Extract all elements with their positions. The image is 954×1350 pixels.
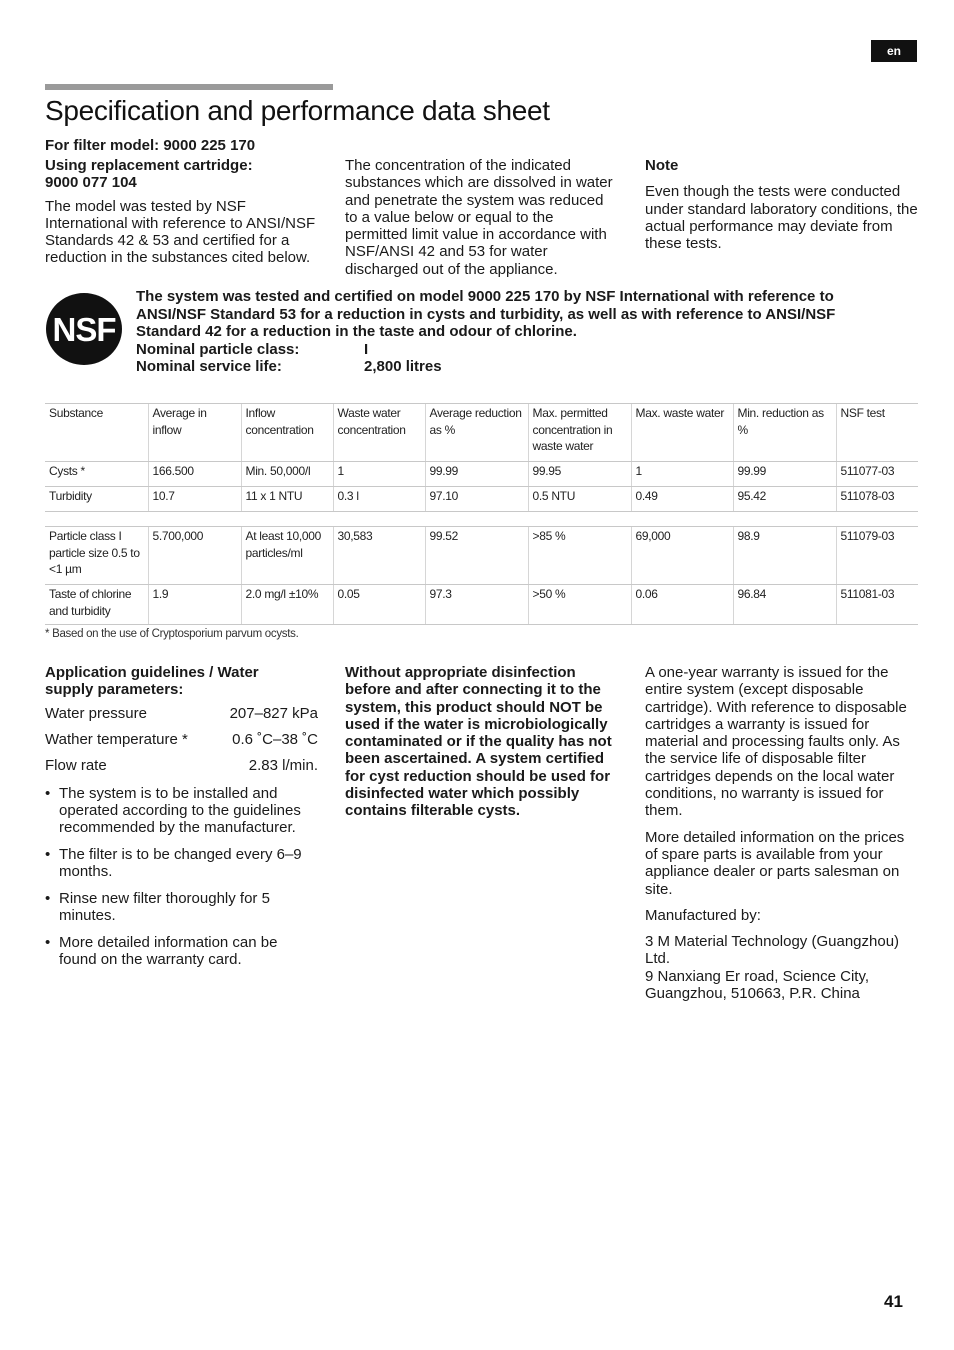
table-footnote: * Based on the use of Cryptosporium parvum ocysts. [45, 628, 299, 640]
header-cell: NSF test [836, 404, 918, 462]
table-cell: 96.84 [733, 585, 836, 625]
table-cell: 11 x 1 NTU [241, 487, 333, 512]
certification-block [136, 288, 896, 376]
warranty-block [645, 664, 920, 1002]
table-header-row [45, 404, 918, 462]
note-text: Even though the tests were conducted under standard laboratory conditions, the actual performance may deviate from these tests. [645, 183, 918, 253]
page-title: Specification and performance data sheet [45, 95, 550, 126]
param-row-water-pressure [45, 705, 318, 731]
table-row [45, 462, 918, 487]
table-cell: 98.9 [733, 527, 836, 585]
certification-text: The system was tested and certified on model 9000 225 170 by NSF International with reference to ANSI/NSF Standard 53 for a reduction in cysts and turbidity, as well as with reference to ANSI/NSF Standard 42 for a reduction in the taste and odour of chlorine. [136, 288, 836, 340]
table-row [45, 585, 918, 625]
param-label: Flow rate [45, 756, 107, 774]
table-cell: 99.95 [528, 462, 631, 487]
list-item: • The filter is to be changed every 6–9 months. [45, 846, 313, 881]
header-cell: Max. permitted concentration in waste water [528, 404, 631, 462]
table-cell: 1 [333, 462, 425, 487]
disinfection-warning: Without appropriate disinfection before and after connecting it to the system, this product should NOT be used if the water is microbiologically contaminated or if the quality has not been ascertained. A system certified for cyst reduction should be used for disinfected water which possibly contains filterable cysts. [345, 664, 612, 820]
header-cell: Min. reduction as % [733, 404, 836, 462]
note-block [645, 157, 920, 252]
table-cell: 99.99 [425, 462, 528, 487]
table-row [45, 527, 918, 585]
particle-class-value: I [364, 340, 369, 358]
table-cell: 0.05 [333, 585, 425, 625]
list-item: • Rinse new filter thoroughly for 5 minutes. [45, 890, 313, 925]
table-cell: Particle class I particle size 0.5 to <1 µm [45, 527, 148, 585]
table-cell: 95.42 [733, 487, 836, 512]
nsf-logo [45, 292, 123, 371]
performance-table-1 [45, 403, 918, 512]
intro-text: The model was tested by NSF International with reference to ANSI/NSF Standards 42 & 53 and certified for a reduction in the substances cited below. [45, 197, 316, 267]
performance-table-2 [45, 526, 918, 625]
header-cell: Inflow concentration [241, 404, 333, 462]
page-number: 41 [884, 1292, 903, 1311]
param-value: 0.6 ˚C–38 ˚C [232, 730, 318, 748]
table-cell: 1.9 [148, 585, 241, 625]
header-cell: Waste water concentration [333, 404, 425, 462]
header-cell: Max. waste water [631, 404, 733, 462]
cartridge-label: Using replacement cartridge: [45, 157, 253, 174]
table-cell: 1 [631, 462, 733, 487]
table-cell: 0.3 l [333, 487, 425, 512]
particle-class-label: Nominal particle class: [136, 340, 300, 358]
table-cell: 0.06 [631, 585, 733, 625]
table-cell: 0.49 [631, 487, 733, 512]
table-row [45, 487, 918, 512]
list-item: • More detailed information can be found on the warranty card. [45, 934, 313, 969]
header-cell: Substance [45, 404, 148, 462]
param-row-flow-rate [45, 757, 318, 783]
param-value: 2.83 l/min. [248, 756, 318, 774]
table-cell: 511077-03 [836, 462, 918, 487]
service-life-value: 2,800 litres [364, 358, 442, 375]
language-badge: en [871, 40, 917, 62]
table-cell: 30,583 [333, 527, 425, 585]
table-cell: Turbidity [45, 487, 148, 512]
header-cell: Average in inflow [148, 404, 241, 462]
table-cell: 511079-03 [836, 527, 918, 585]
header-cell: Average reduction as % [425, 404, 528, 462]
guidelines-list [45, 785, 313, 969]
cartridge-number: 9000 077 104 [45, 174, 137, 192]
svg-text:NSF: NSF [52, 311, 116, 348]
table-cell: 99.99 [733, 462, 836, 487]
table-cell: 511078-03 [836, 487, 918, 512]
param-label: Water pressure [45, 704, 147, 722]
application-heading: Application guidelines / Water supply parameters: [45, 664, 259, 699]
particle-class-row [136, 341, 896, 359]
service-life-row [136, 358, 896, 376]
filter-model: For filter model: 9000 225 170 [45, 137, 256, 154]
table-cell: 69,000 [631, 527, 733, 585]
table-cell: Cysts * [45, 462, 148, 487]
table-cell: 10.7 [148, 487, 241, 512]
table-cell: Taste of chlorine and turbidity [45, 585, 148, 625]
table-cell: >85 % [528, 527, 631, 585]
table-cell: 2.0 mg/l ±10% [241, 585, 333, 625]
table-cell: 5.700,000 [148, 527, 241, 585]
manufacturer-address: 9 Nanxiang Er road, Science City, Guangzhou, 510663, P.R. China [645, 967, 869, 1003]
params-list [45, 705, 318, 783]
application-guidelines [45, 664, 318, 978]
warranty-text: A one-year warranty is issued for the entire system (except disposable cartridge). With reference to disposable cartridges a warranty is issued for material and processing faults only. As the service life of disposable filter cartridges depends on the local water conditions, no warranty is issued for them. [645, 664, 907, 820]
table-cell: 99.52 [425, 527, 528, 585]
note-heading: Note [645, 157, 679, 174]
manufacturer-name: 3 M Material Technology (Guangzhou) Ltd. [645, 933, 900, 968]
param-label: Wather temperature * [45, 730, 188, 748]
list-item: • The system is to be installed and operated according to the guidelines recommended by the manufacturer. [45, 785, 313, 837]
table-cell: 0.5 NTU [528, 487, 631, 512]
service-life-label: Nominal service life: [136, 358, 282, 375]
table-cell: 97.3 [425, 585, 528, 625]
manufacturer-label: Manufactured by: [645, 906, 761, 924]
concentration-text: The concentration of the indicated substances which are dissolved in water and penetrate the system was reduced to a value below or equal to the permitted limit value in accordance with NSF/ANSI 42 and 53 for water discharged out of the appliance. [345, 157, 613, 278]
table-cell: At least 10,000 particles/ml [241, 527, 333, 585]
table-cell: 511081-03 [836, 585, 918, 625]
title-rule [45, 84, 333, 90]
table-cell: 166.500 [148, 462, 241, 487]
cartridge-block [45, 157, 325, 267]
table-cell: >50 % [528, 585, 631, 625]
prices-text: More detailed information on the prices of spare parts is available from your appliance dealer or parts salesman on site. [645, 828, 905, 898]
table-cell: Min. 50,000/l [241, 462, 333, 487]
param-row-temperature [45, 731, 318, 757]
param-value: 207–827 kPa [229, 704, 318, 722]
table-cell: 97.10 [425, 487, 528, 512]
